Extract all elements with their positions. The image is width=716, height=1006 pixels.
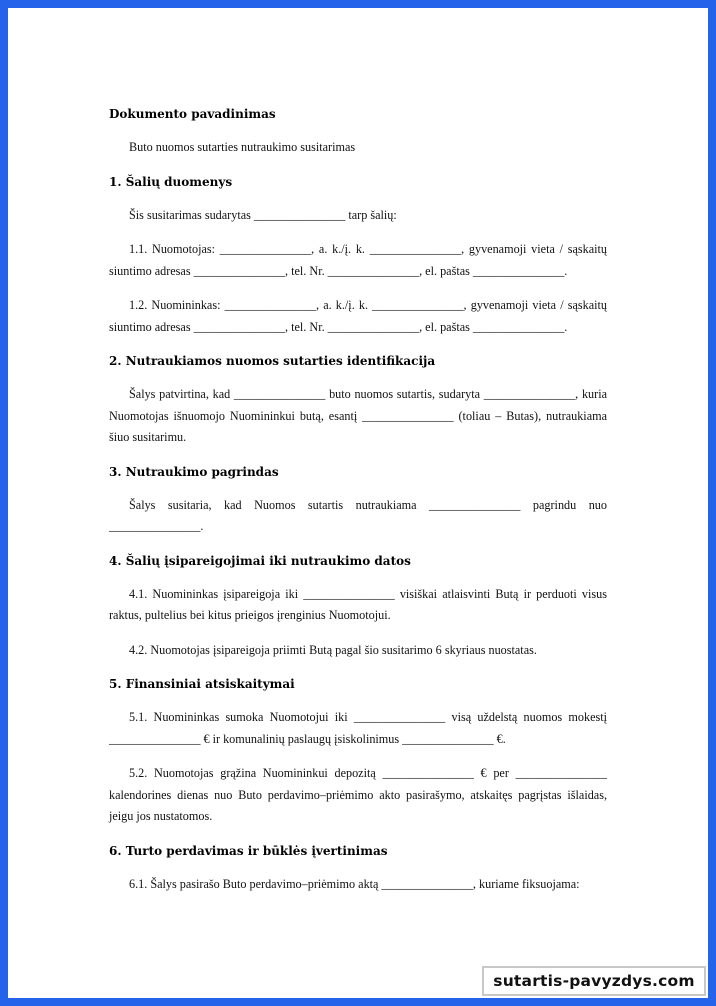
document-title-text: Buto nuomos sutarties nutraukimo susitarimas [129, 140, 356, 154]
section-4-paragraph: 4.2. Nuomotojas įsipareigoja priimti Butą pagal šio susitarimo 6 skyriaus nuostatas. [129, 642, 537, 657]
section-1-paragraph: Šis susitarimas sudarytas _______________ tarp šalių: [129, 207, 397, 222]
section-5-paragraph: 5.1. Nuomininkas sumoka Nuomotojui iki _______________ visą uždelstą nuomos mokestį _______________ € ir komunalinių paslaugų įsiskolinimus _______________ €. [109, 710, 607, 746]
section-3-paragraph: Šalys susitaria, kad Nuomos sutartis nutraukiama _______________ pagrindu nuo _______________. [109, 497, 607, 533]
section-5-heading: 5. Finansiniai atsiskaitymai [109, 677, 295, 691]
section-1-paragraph: 1.2. Nuomininkas: _______________, a. k./į. k. _______________, gyvenamoji vieta / sąskaitų siuntimo adresas _______________, tel. Nr. _______________, el. paštas _______________. [109, 298, 607, 334]
document-title-heading: Dokumento pavadinimas [109, 107, 276, 121]
section-5-paragraph: 5.2. Nuomotojas grąžina Nuomininkui depozitą _______________ € per _______________ kalendorines dienas nuo Buto perdavimo–priėmimo akto pasirašymo, atskaitęs pagrįstas išlaidas, jeigu jos nustatomos. [109, 766, 607, 823]
section-4-heading: 4. Šalių įsipareigojimai iki nutraukimo datos [109, 553, 411, 568]
section-2-paragraph: Šalys patvirtina, kad _______________ buto nuomos sutartis, sudaryta _______________, kuria Nuomotojas išnuomojo Nuomininkui butą, esantį _______________ (toliau – Butas), nutraukiama šiuo susitarimu. [109, 387, 607, 444]
document-page [8, 8, 708, 998]
section-1-paragraph: 1.1. Nuomotojas: _______________, a. k./į. k. _______________, gyvenamoji vieta / sąskaitų siuntimo adresas _______________, tel. Nr. _______________, el. paštas _______________. [109, 242, 607, 278]
document-content [109, 104, 607, 908]
section-4-paragraph: 4.1. Nuomininkas įsipareigoja iki _______________ visiškai atlaisvinti Butą ir perduoti visus raktus, pultelius bei kitus prieigos įrenginius Nuomotojui. [109, 586, 607, 622]
section-6-paragraph: 6.1. Šalys pasirašo Buto perdavimo–priėmimo aktą _______________, kuriame fiksuojama: [129, 876, 580, 891]
section-1-heading: 1. Šalių duomenys [109, 174, 233, 189]
watermark-label: sutartis-pavyzdys.com [482, 966, 706, 996]
section-3-heading: 3. Nutraukimo pagrindas [109, 464, 279, 479]
section-2-heading: 2. Nutraukiamos nuomos sutarties identifikacija [109, 354, 436, 368]
section-6-heading: 6. Turto perdavimas ir būklės įvertinimas [109, 843, 388, 858]
